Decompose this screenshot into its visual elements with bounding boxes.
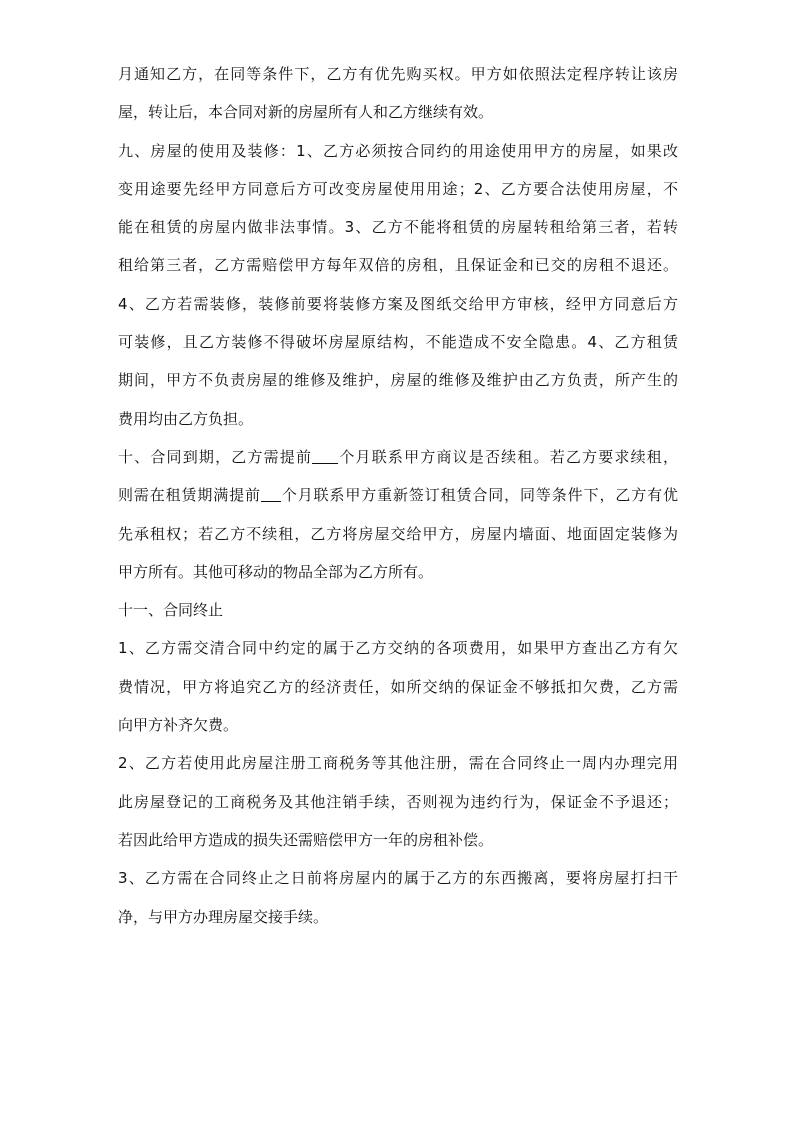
section-heading: 十一、合同终止 [118,601,224,620]
text-line: 若因此给甲方造成的损失还需赔偿甲方一年的房租补偿。 [118,830,494,849]
text-fragment: 个月联系甲方商议是否续租。若乙方要求续租， [338,447,678,466]
document-page [118,55,678,936]
text-line: 屋，转让后，本合同对新的房屋所有人和乙方继续有效。 [118,103,494,122]
text-line: 此房屋登记的工商税务及其他注销手续，否则视为违约行为，保证金不予退还； [118,792,678,811]
fill-in-blank [312,448,338,464]
text-line: 月通知乙方，在同等条件下，乙方有优先购买权。甲方如依照法定程序转让该房 [118,65,678,83]
paragraph-continuation [118,55,678,132]
text-line: 能在租赁的房屋内做非法事情。3、乙方不能将租赁的房屋转租给第三者，若转 [118,218,678,237]
text-line: 净，与甲方办理房屋交接手续。 [118,907,329,926]
paragraph-clause-11-3 [118,859,678,936]
text-fragment: 则需在租赁期满提前 [118,486,261,505]
text-line [118,476,678,514]
text-line: 变用途要先经甲方同意后方可改变房屋使用用途；2、乙方要合法使用房屋，不 [118,179,678,198]
text-fragment: 个月联系甲方重新签订租赁合同，同等条件下，乙方有优 [280,486,678,505]
text-line: 先承租权；若乙方不续租，乙方将房屋交给甲方，房屋内墙面、地面固定装修为 [118,524,678,543]
text-line [118,438,678,476]
text-line: 2、乙方若使用此房屋注册工商税务等其他注册，需在合同终止一周内办理完用 [118,754,678,773]
text-line: 费情况，甲方将追究乙方的经济责任，如所交纳的保证金不够抵扣欠费，乙方需 [118,677,678,696]
paragraph-clause-11-1 [118,629,678,744]
paragraph-clause-9 [118,132,678,438]
text-line: 甲方所有。其他可移动的物品全部为乙方所有。 [118,562,434,581]
text-line: 费用均由乙方负担。 [118,409,254,428]
text-line: 租给第三者，乙方需赔偿甲方每年双倍的房租，且保证金和已交的房租不退还。 [118,256,678,275]
text-line: 九、房屋的使用及装修：1、乙方必须按合同约的用途使用甲方的房屋，如果改 [118,141,678,160]
text-line: 期间，甲方不负责房屋的维修及维护，房屋的维修及维护由乙方负责，所产生的 [118,371,678,390]
text-line: 4、乙方若需装修，装修前要将装修方案及图纸交给甲方审核，经甲方同意后方 [118,294,678,313]
paragraph-clause-10 [118,438,678,591]
paragraph-clause-11-2 [118,744,678,859]
text-line: 可装修，且乙方装修不得破坏房屋原结构，不能造成不安全隐患。4、乙方租赁 [118,333,678,352]
text-line: 3、乙方需在合同终止之日前将房屋内的属于乙方的东西搬离，要将房屋打扫干 [118,869,678,888]
text-line: 向甲方补齐欠费。 [118,716,239,735]
text-fragment: 十、合同到期，乙方需提前 [118,447,313,466]
text-line: 1、乙方需交清合同中约定的属于乙方交纳的各项费用，如果甲方查出乙方有欠 [118,639,678,658]
fill-in-blank [261,486,281,502]
paragraph-clause-11-heading [118,591,678,629]
